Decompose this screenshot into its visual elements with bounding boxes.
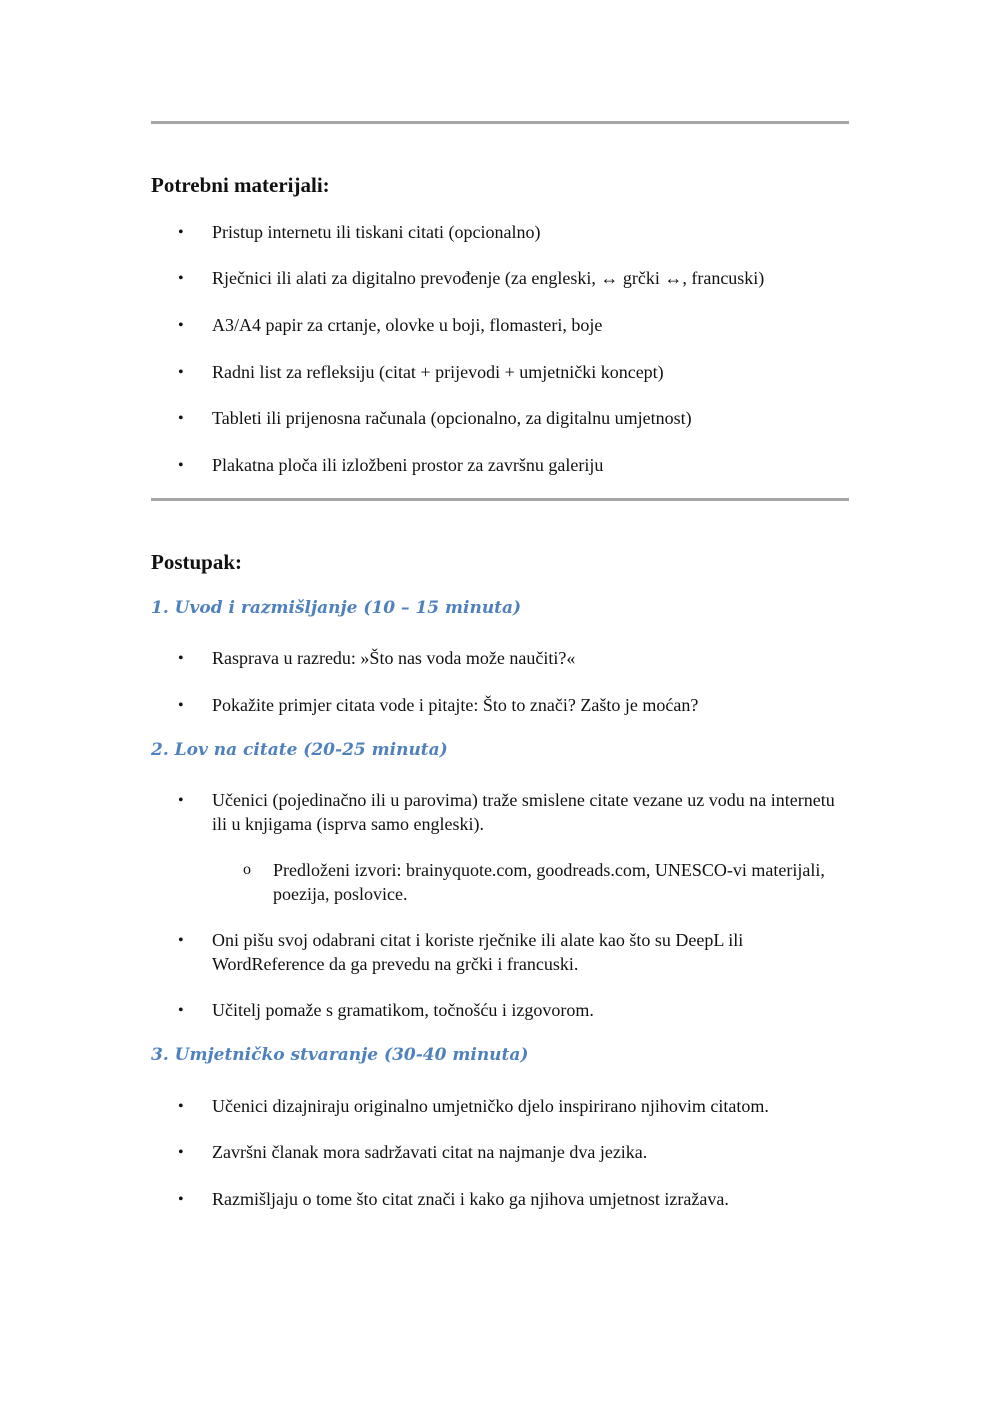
bullet-icon: • <box>178 932 184 949</box>
list-item: Plakatna ploča ili izložbeni prostor za završnu galeriju <box>212 455 604 475</box>
step-2-title: 2. Lov na citate (20-25 minuta) <box>151 740 448 760</box>
sub-bullet-icon: o <box>243 861 251 878</box>
list-item: Oni pišu svoj odabrani citat i koriste rječnike ili alate kao što su DeepL ili WordReference da ga prevedu na grčki i francuski. <box>212 930 744 974</box>
bullet-icon: • <box>178 650 184 667</box>
list-item: Rasprava u razredu: »Što nas voda može naučiti?« <box>212 648 576 668</box>
bullet-icon: • <box>178 1002 184 1019</box>
list-item: Radni list za refleksiju (citat + prijevodi + umjetnički koncept) <box>212 362 664 382</box>
bullet-icon: • <box>178 1144 184 1161</box>
step-3-title: 3. Umjetničko stvaranje (30-40 minuta) <box>151 1045 529 1065</box>
bullet-icon: • <box>178 1191 184 1208</box>
list-item: Razmišljaju o tome što citat znači i kako ga njihova umjetnost izražava. <box>212 1189 729 1209</box>
procedure-heading: Postupak: <box>151 550 243 574</box>
list-item: Učitelj pomaže s gramatikom, točnošću i izgovorom. <box>212 1000 594 1020</box>
bullet-icon: • <box>178 364 184 381</box>
list-item: Pristup internetu ili tiskani citati (opcionalno) <box>212 222 541 242</box>
top-divider <box>151 121 849 124</box>
bullet-icon: • <box>178 410 184 427</box>
bullet-icon: • <box>178 317 184 334</box>
bullet-icon: • <box>178 697 184 714</box>
materials-heading: Potrebni materijali: <box>151 173 330 197</box>
bullet-icon: • <box>178 457 184 474</box>
sub-list-item: Predloženi izvori: brainyquote.com, goodreads.com, UNESCO-vi materijali, poezija, poslovice. <box>273 860 825 904</box>
step-1-title: 1. Uvod i razmišljanje (10 – 15 minuta) <box>151 598 522 618</box>
list-item: Rječnici ili alati za digitalno prevođenje (za engleski, ↔ grčki ↔, francuski) <box>212 268 765 288</box>
list-item: Pokažite primjer citata vode i pitajte: Što to znači? Zašto je moćan? <box>212 695 699 715</box>
list-item: Učenici dizajniraju originalno umjetničko djelo inspirirano njihovim citatom. <box>212 1096 769 1116</box>
list-item: A3/A4 papir za crtanje, olovke u boji, flomasteri, boje <box>212 315 603 335</box>
section-divider <box>151 498 849 501</box>
list-item: Učenici (pojedinačno ili u parovima) traže smislene citate vezane uz vodu na internetu ili u knjigama (isprva samo engleski). <box>212 790 835 834</box>
bullet-icon: • <box>178 792 184 809</box>
list-item: Završni članak mora sadržavati citat na najmanje dva jezika. <box>212 1142 648 1162</box>
bullet-icon: • <box>178 1098 184 1115</box>
list-item: Tableti ili prijenosna računala (opcionalno, za digitalnu umjetnost) <box>212 408 692 428</box>
bullet-icon: • <box>178 270 184 287</box>
bullet-icon: • <box>178 224 184 241</box>
